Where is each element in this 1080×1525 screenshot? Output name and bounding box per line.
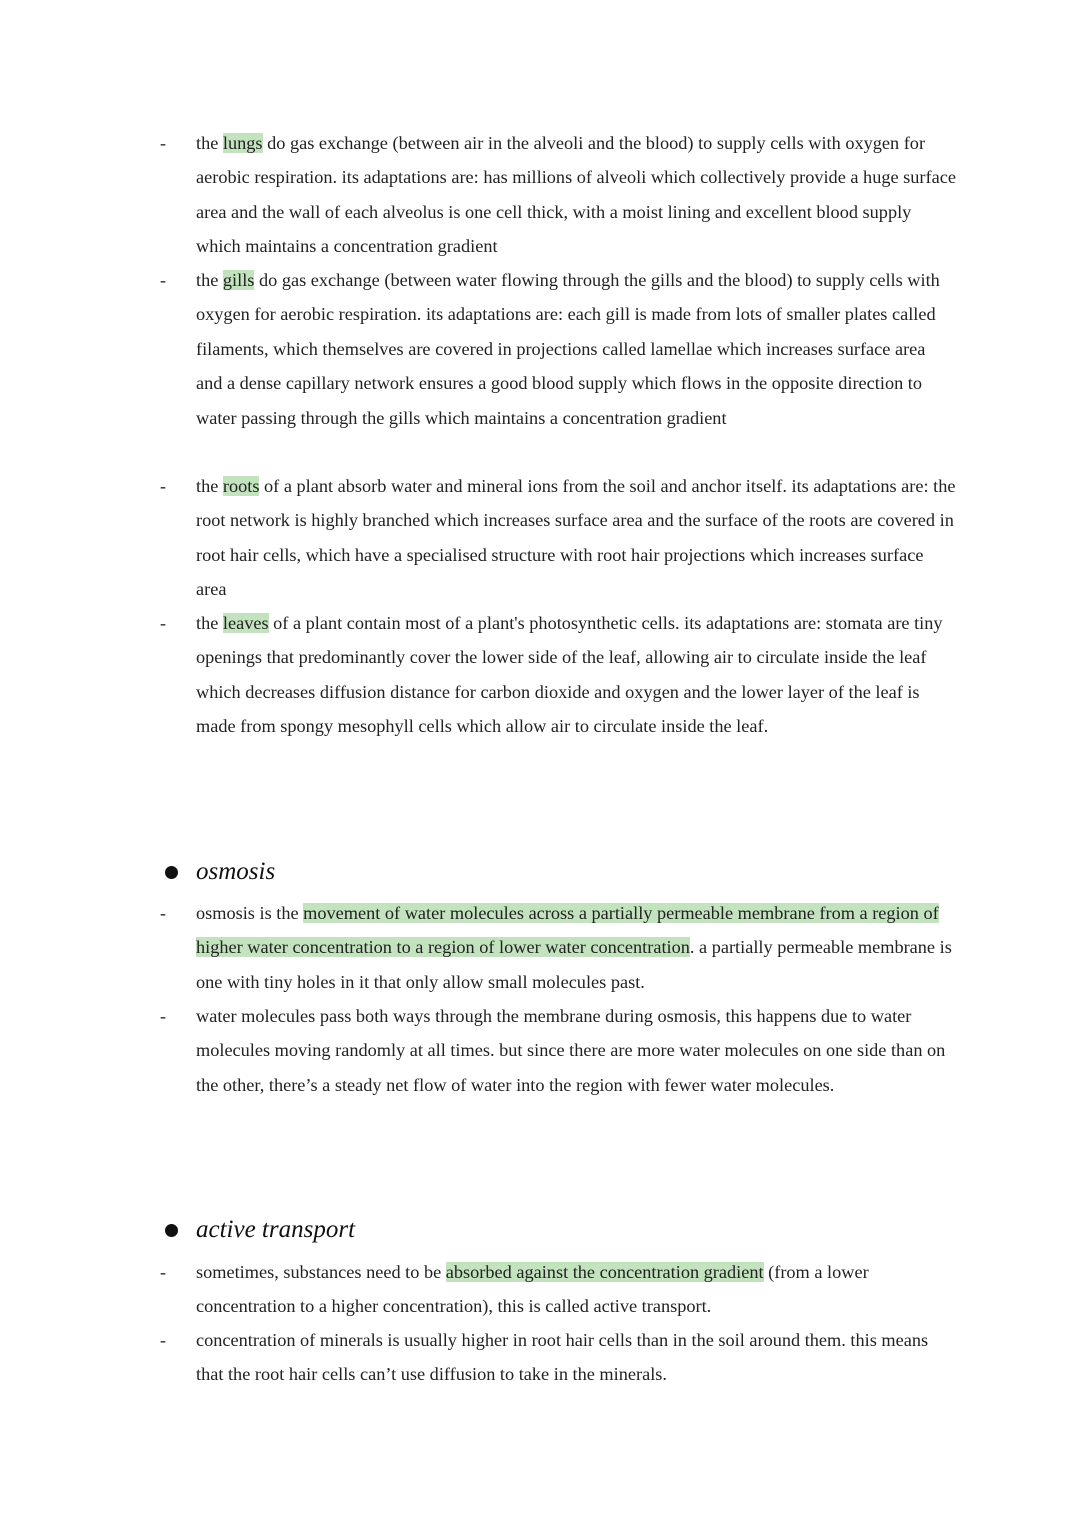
list-dash: - [160,1006,166,1026]
paragraph-active-transport-definition [196,1255,956,1324]
paragraph-osmosis-net-flow [196,999,956,1102]
paragraph-leaves [196,606,956,744]
text-before: water molecules pass both ways through the membrane during osmosis, this happens due to water molecules moving randomly at all times. but since there are more water molecules on one side than on the other, there’s a steady net flow of water into the region with fewer water molecules. [196,1006,946,1095]
highlight-active-transport: absorbed against the concentration gradient [445,1262,764,1282]
heading-text: osmosis [196,858,276,885]
highlight-leaves: leaves [222,613,269,633]
text-before: concentration of minerals is usually higher in root hair cells than in the soil around them. this means that the root hair cells can’t use diffusion to take in the minerals. [196,1330,929,1385]
paragraph-gills [196,263,956,435]
highlight-gills: gills [222,270,255,290]
text-after: (from a lower concentration to a higher concentration), this is called active transport. [196,1262,869,1317]
paragraph-lungs [196,126,956,264]
text-before: sometimes, substances need to be [196,1262,446,1282]
list-dash: - [160,133,166,153]
list-dash: - [160,613,166,633]
text-before: the [196,133,223,153]
text-after: do gas exchange (between air in the alveoli and the blood) to supply cells with oxygen for aerobic respiration. its adaptations are: has millions of alveoli which collectively provide a huge surface area and the wall of each alveolus is one cell thick, with a moist lining and excellent blood supply which maintains a concentration gradient [196,133,956,257]
highlight-roots: roots [222,476,260,496]
list-dash: - [160,476,166,496]
list-dash: - [160,270,166,290]
text-after: of a plant contain most of a plant's photosynthetic cells. its adaptations are: stomata are tiny openings that predominantly cover the lower side of the leaf, allowing air to circulate inside the leaf which decreases diffusion distance for carbon dioxide and oxygen and the lower layer of the leaf is made from spongy mesophyll cells which allow air to circulate inside the leaf. [196,613,943,737]
text-before: the [196,270,223,290]
text-before: osmosis is the [196,903,304,923]
heading-text: active transport [196,1216,356,1243]
paragraph-root-hair-minerals [196,1323,956,1392]
highlight-osmosis-definition: movement of water molecules across a partially permeable membrane from a region of higher water concentration to a region of lower water concentration [196,903,939,958]
list-dash: - [160,1262,166,1282]
bullet-icon [165,1224,178,1237]
list-dash: - [160,1330,166,1350]
text-before: the [196,613,223,633]
text-before: the [196,476,223,496]
paragraph-roots [196,469,956,607]
text-after: . a partially permeable membrane is one with tiny holes in it that only allow small molecules past. [196,937,952,992]
text-after: of a plant absorb water and mineral ions from the soil and anchor itself. its adaptations are: the root network is highly branched which increases surface area and the surface of the roots are covered in root hair cells, which have a specialised structure with root hair projections which increases surface area [196,476,956,600]
paragraph-osmosis-definition [196,896,956,999]
highlight-lungs: lungs [222,133,263,153]
bullet-icon [165,866,178,879]
text-after: do gas exchange (between water flowing through the gills and the blood) to supply cells with oxygen for aerobic respiration. its adaptations are: each gill is made from lots of smaller plates called filaments, which themselves are covered in projections called lamellae which increases surface area and a dense capillary network ensures a good blood supply which flows in the opposite direction to water passing through the gills which maintains a concentration gradient [196,270,940,428]
list-dash: - [160,903,166,923]
